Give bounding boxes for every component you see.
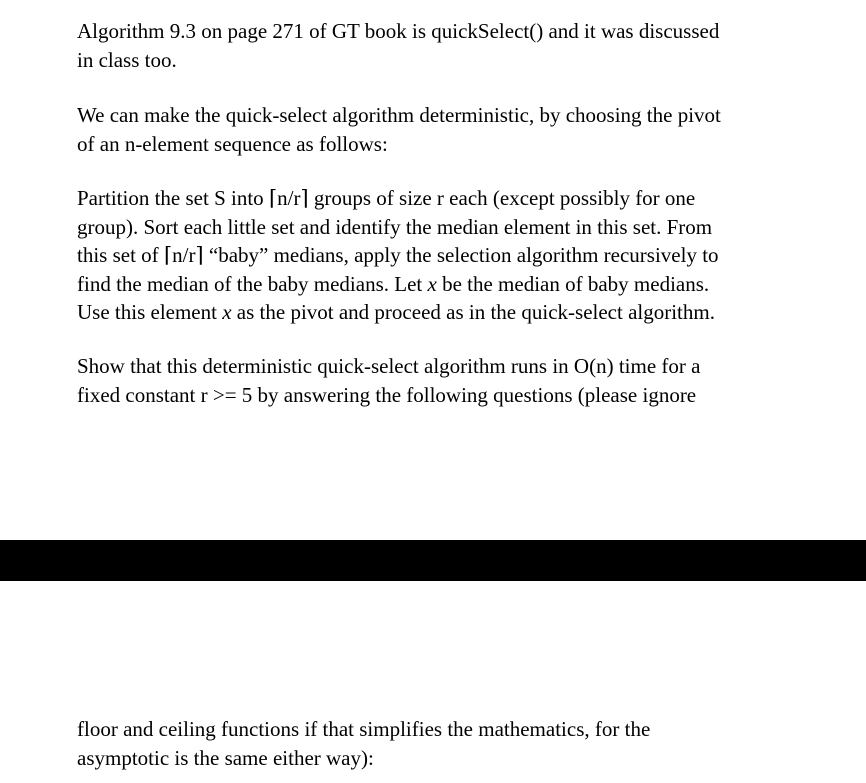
- text-line: group). Sort each little set and identify the median element in this set. From: [77, 214, 713, 239]
- text-line: in class too.: [77, 47, 177, 72]
- text-line: of an n-element sequence as follows:: [77, 131, 388, 156]
- text-fragment: be the median of baby medians.: [436, 271, 710, 296]
- text-line: Show that this deterministic quick-select algorithm runs in O(n) time for a: [77, 354, 701, 378]
- paragraph-task-statement: [77, 352, 777, 409]
- text-line: fixed constant r >= 5 by answering the following questions (please ignore: [77, 382, 697, 407]
- text-line: floor and ceiling functions if that simplifies the mathematics, for the: [77, 717, 651, 741]
- text-line: Algorithm 9.3 on page 271 of GT book is quickSelect() and it was discussed: [77, 19, 720, 43]
- text-fragment: as the pivot and proceed as in the quick-select algorithm.: [231, 300, 715, 324]
- paragraph-partition-description: [77, 184, 777, 327]
- paragraph-algorithm-reference: [77, 17, 777, 74]
- paragraph-deterministic-intro: [77, 101, 777, 158]
- text-line: asymptotic is the same either way):: [77, 745, 374, 770]
- text-line: this set of ⌈n/r⌉ “baby” medians, apply the selection algorithm recursively to: [77, 243, 719, 267]
- text-fragment: Use this element: [77, 300, 223, 324]
- text-line: [77, 270, 777, 299]
- text-line: Partition the set S into ⌈n/r⌉ groups of size r each (except possibly for one: [77, 186, 696, 210]
- text-line: [77, 298, 777, 327]
- text-fragment: find the median of the baby medians. Let: [77, 271, 428, 296]
- text-line: We can make the quick-select algorithm deterministic, by choosing the pivot: [77, 103, 721, 127]
- page-separator: [0, 540, 866, 581]
- variable-x: x: [222, 300, 232, 324]
- paragraph-continuation: [77, 715, 777, 772]
- variable-x: x: [427, 271, 437, 296]
